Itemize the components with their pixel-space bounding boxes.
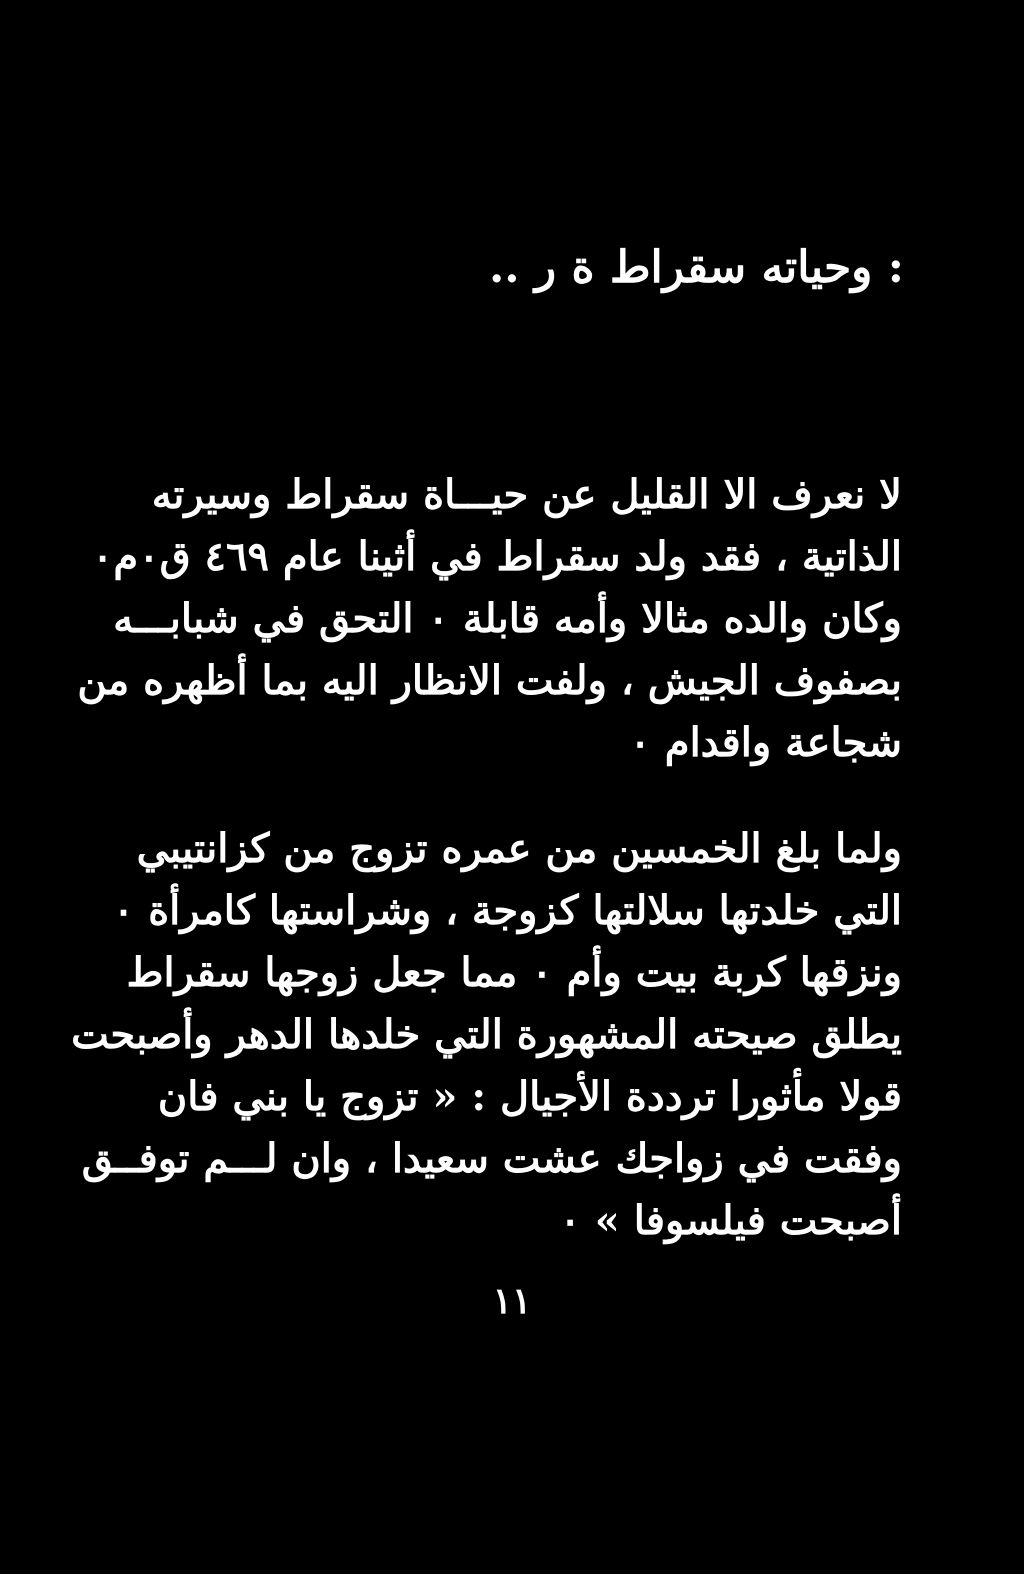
paragraph-1 [77, 464, 902, 774]
page-number: ١١ [492, 1280, 532, 1322]
paragraph-line: يطلق صيحته المشهورة التي خلدها الدهر وأصبحت [71, 1011, 902, 1058]
section-heading: : وحياته سقراط ة ر .. [488, 242, 904, 293]
paragraph-line: التي خلدتها سلالتها كزوجة ، وشراستها كامرأة ٠ [112, 887, 902, 934]
paragraph-line: شجاعة واقدام ٠ [629, 719, 902, 766]
paragraph-line: ونزقها كربة بيت وأم ٠ مما جعل زوجها سقراط [126, 949, 902, 996]
paragraph-line: وفقت في زواجك عشت سعيدا ، وان لـــم توفــق [81, 1135, 902, 1182]
paragraph-line: بصفوف الجيش ، ولفت الانظار اليه بما أظهره من [77, 657, 902, 704]
paragraph-line: وكان والده مثالا وأمه قابلة ٠ التحق في شبابـــه [113, 595, 902, 642]
paragraph-line: قولا مأثورا ترددة الأجيال : « تزوج يا بني فان [157, 1073, 902, 1120]
paragraph-line: ولما بلغ الخمسين من عمره تزوج من كزانتيبي [136, 825, 902, 872]
paragraph-line: لا نعرف الا القليل عن حيـــاة سقراط وسيرته [151, 471, 902, 518]
paragraph-line: الذاتية ، فقد ولد سقراط في أثينا عام ٤٦٩ ق٠م٠ [91, 533, 902, 580]
paragraph-2 [71, 818, 902, 1252]
paragraph-line: أصبحت فيلسوفا » ٠ [559, 1197, 902, 1244]
